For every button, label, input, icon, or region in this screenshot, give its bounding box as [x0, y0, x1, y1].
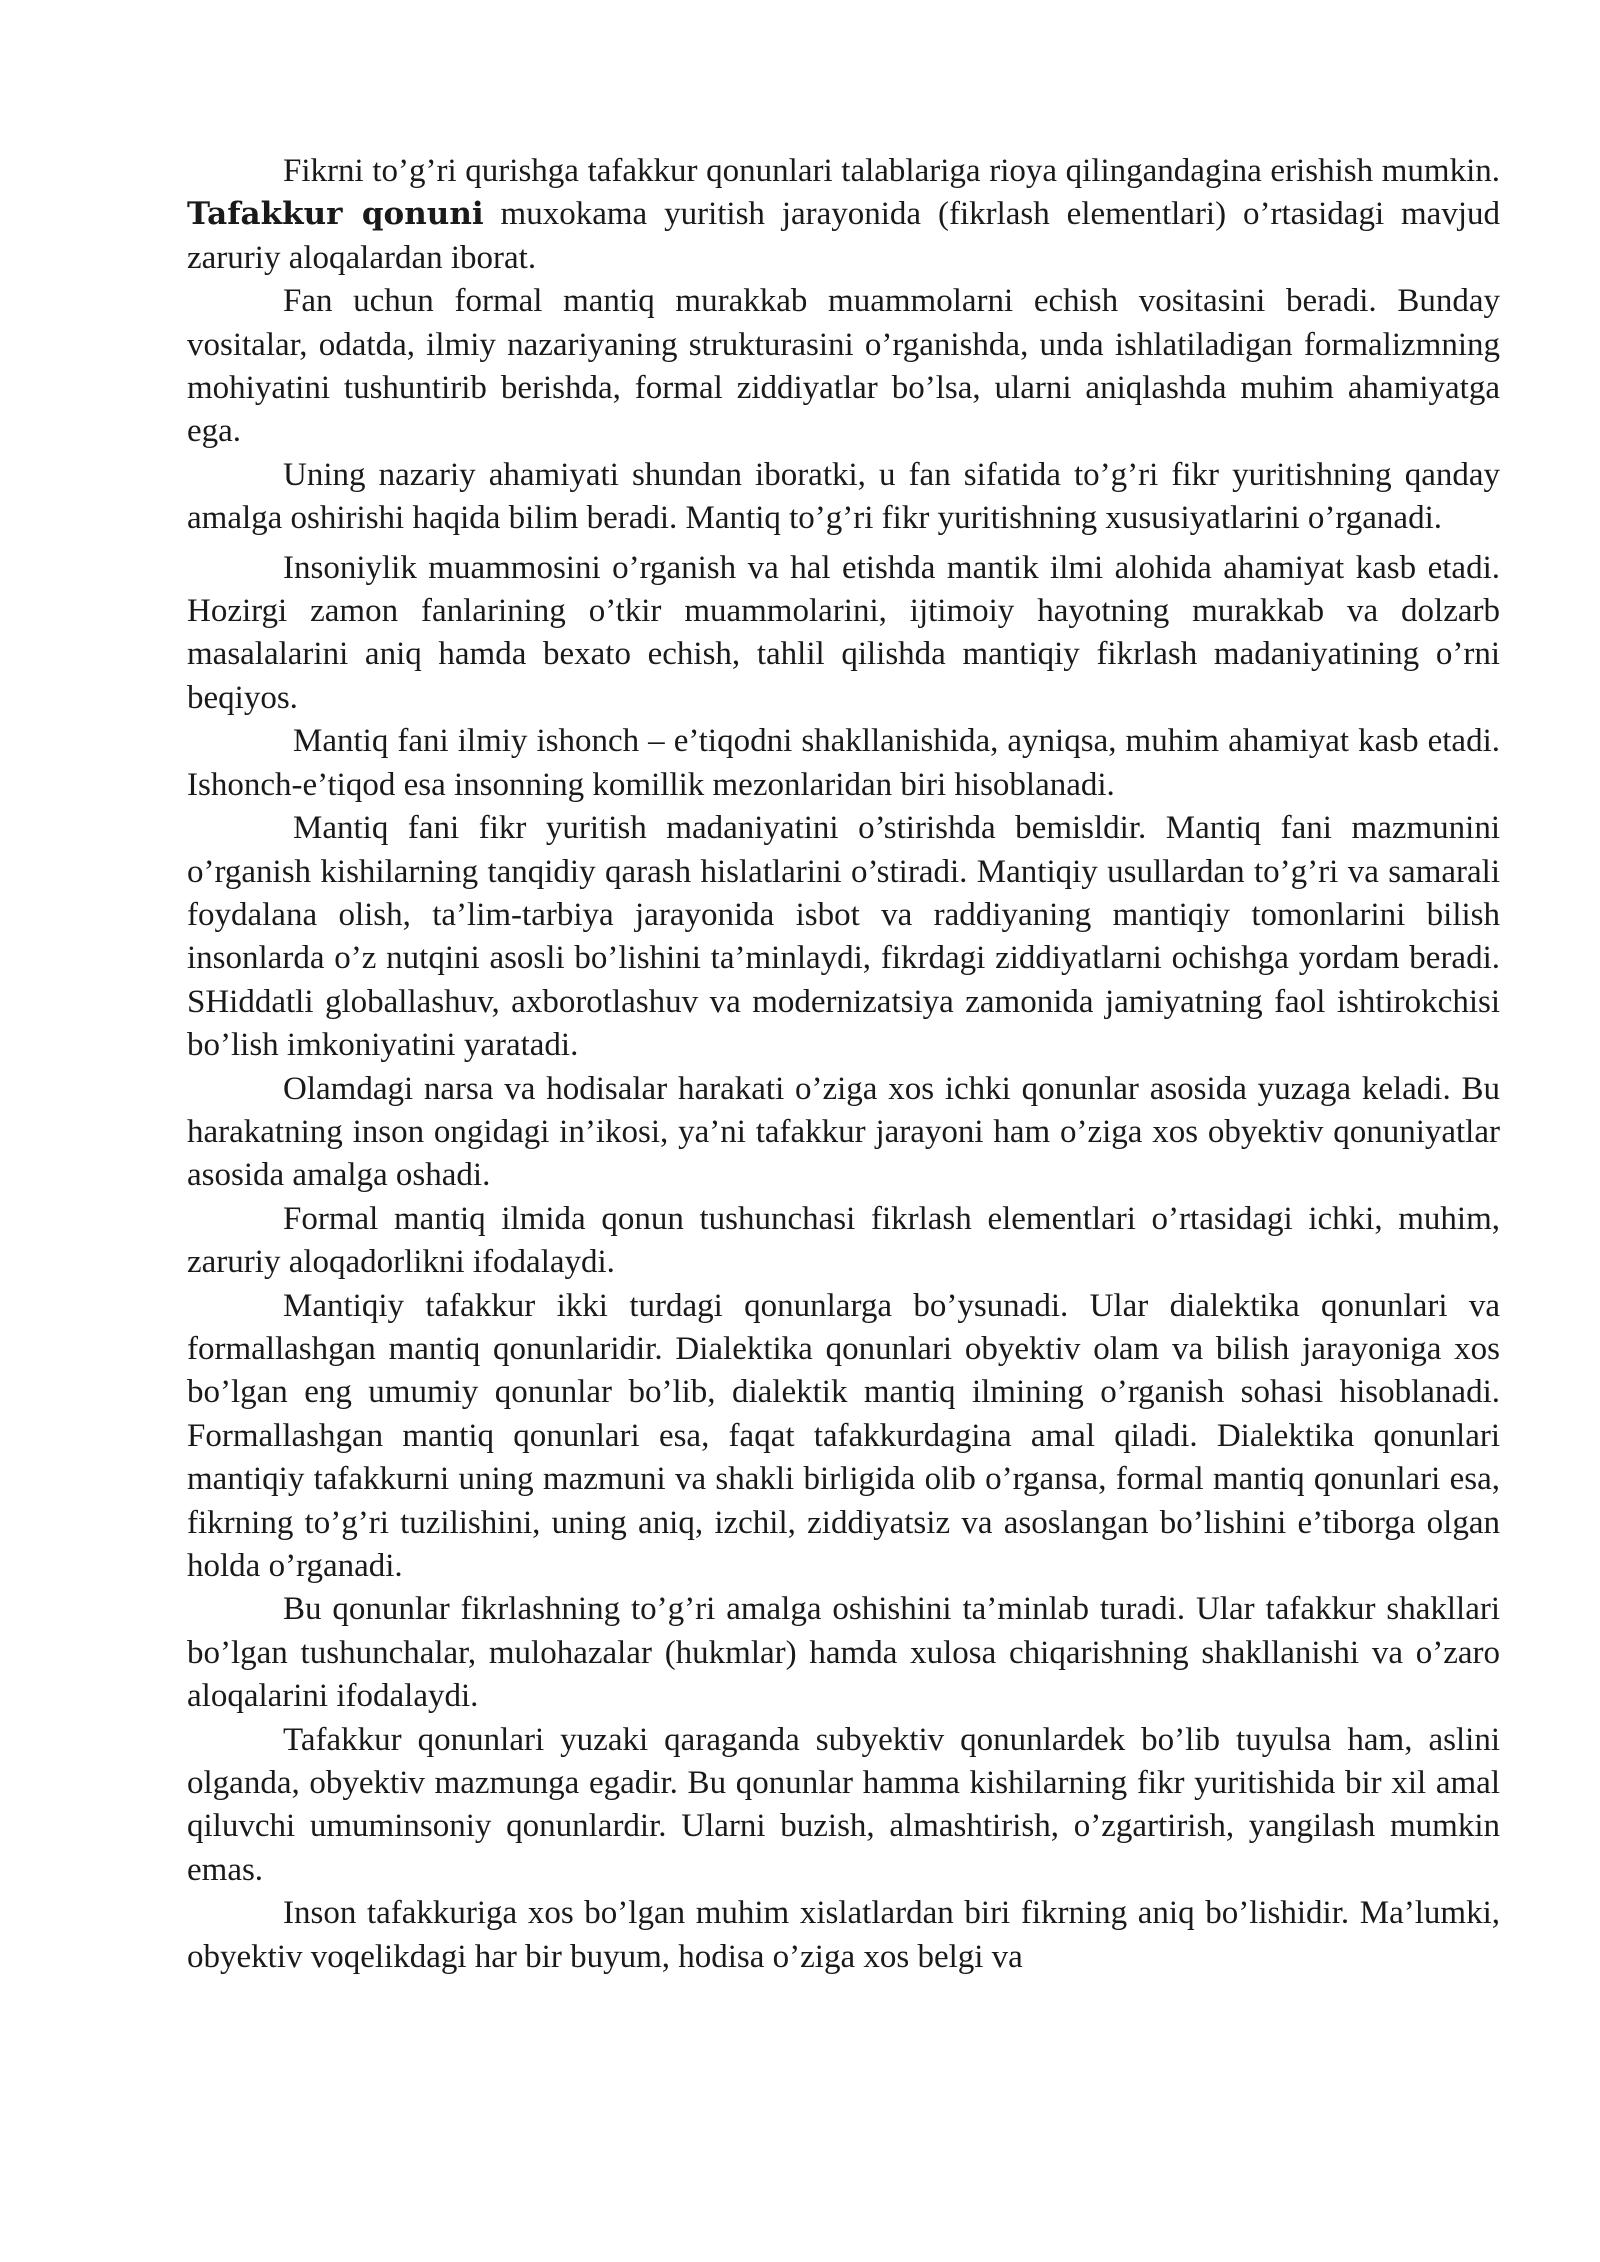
paragraph-5: Mantiq fani ilmiy ishonch – e’tiqodni shakllanishida, ayniqsa, muhim ahamiyat kasb etadi. Ishonch-e’tiqod esa insonning komillik mezonlaridan biri hisoblanadi. [187, 723, 1500, 803]
paragraph-7: Olamdagi narsa va hodisalar harakati o’ziga xos ichki qonunlar asosida yuzaga keladi. Bu harakatning inson ongidagi in’ikosi, ya’ni tafakkur jarayoni ham o’ziga xos obyektiv qonuniyatlar asosida amalga oshadi. [187, 1070, 1500, 1194]
paragraph-2: Fan uchun formal mantiq murakkab muammolarni echish vositasini beradi. Bunday vositalar, odatda, ilmiy nazariyaning strukturasini o’rganishda, unda ishlatiladigan formalizmning mohiyatini tushuntirib berishda, formal ziddiyatlar bo’lsa, ularni aniqlashda muhim ahamiyatga ega. [187, 283, 1500, 450]
paragraph-9: Mantiqiy tafakkur ikki turdagi qonunlarga bo’ysunadi. Ular dialektika qonunlari va formallashgan mantiq qonunlaridir. Dialektika qonunlari obyektiv olam va bilish jarayoniga xos bo’lgan eng umumiy qonunlar bo’lib, dialektik mantiq ilmining o’rganish sohasi hisoblanadi. Formallashgan mantiq qonunlari esa, faqat tafakkurdagina amal qiladi. Dialektika qonunlari mantiqiy tafakkurni uning mazmuni va shakli birligida olib o’rgansa, formal mantiq qonunlari esa, fikrning to’g’ri tuzilishini, uning aniq, izchil, ziddiyatsiz va asoslangan bo’lishini e’tiborga olgan holda o’rganadi. [187, 1287, 1500, 1584]
paragraph-12: Inson tafakkuriga xos bo’lgan muhim xislatlardan biri fikrning aniq bo’lishidir. Ma’lumki, obyektiv voqelikdagi har bir buyum, hodisa o’ziga xos belgi va [187, 1895, 1500, 1975]
paragraph-4: Insoniylik muammosini o’rganish va hal etishda mantik ilmi alohida ahamiyat kasb etadi. Hozirgi zamon fanlarining o’tkir muammolarini, ijtimoiy hayotning murakkab va dolzarb masalalarini aniq hamda bexato echish, tahlil qilishda mantiqiy fikrlash madaniyatining o’rni beqiyos. [187, 549, 1500, 716]
paragraph-8: Formal mantiq ilmida qonun tushunchasi fikrlash elementlari o’rtasidagi ichki, muhim, zaruriy aloqadorlikni ifodalaydi. [187, 1200, 1500, 1281]
paragraph-10: Bu qonunlar fikrlashning to’g’ri amalga oshishini ta’minlab turadi. Ular tafakkur shakllari bo’lgan tushunchalar, mulohazalar (hukmlar) hamda xulosa chiqarishning shakllanishi va o’zaro aloqalarini ifodalaydi. [187, 1591, 1500, 1715]
paragraph-11: Tafakkur qonunlari yuzaki qaraganda subyektiv qonunlardek bo’lib tuyulsa ham, aslini olganda, obyektiv mazmunga egadir. Bu qonunlar hamma kishilarning fikr yuritishida bir xil amal qiluvchi umuminsoniy qonunlardir. Ularni buzish, almashtirish, o’zgartirish, yangilash mumkin emas. [187, 1721, 1500, 1888]
term-tafakkur-qonuni: Tafakkur qonuni [187, 196, 484, 233]
paragraph-1-intro: Fikrni to’g’ri qurishga tafakkur qonunlari talablariga rioya qilingandagina erishish mumkin. [283, 153, 1500, 189]
paragraph-1 [187, 150, 1500, 280]
document-page [187, 150, 1500, 1979]
paragraph-6: Mantiq fani fikr yuritish madaniyatini o’stirishda bemisldir. Mantiq fani mazmunini o’rganish kishilarning tanqidiy qarash hislatlarini o’stiradi. Mantiqiy usullardan to’g’ri va samarali foydalana olish, ta’lim-tarbiya jarayonida isbot va raddiyaning mantiqiy tomonlarini bilish insonlarda o’z nutqini asosli bo’lishini ta’minlaydi, fikrdagi ziddiyatlarni ochishga yordam beradi. SHiddatli globallashuv, axborotlashuv va modernizatsiya zamonida jamiyatning faol ishtirokchisi bo’lish imkoniyatini yaratadi. [187, 810, 1500, 1064]
paragraph-3: Uning nazariy ahamiyati shundan iboratki, u fan sifatida to’g’ri fikr yuritishning qanday amalga oshirishi haqida bilim beradi. Mantiq to’g’ri fikr yuritishning xususiyatlarini o’rganadi. [187, 456, 1500, 537]
paragraph-1-definition: muxokama yuritish jarayonida (fikrlash elementlari) o’rtasidagi mavjud zaruriy aloqalardan iborat. [187, 196, 1500, 276]
